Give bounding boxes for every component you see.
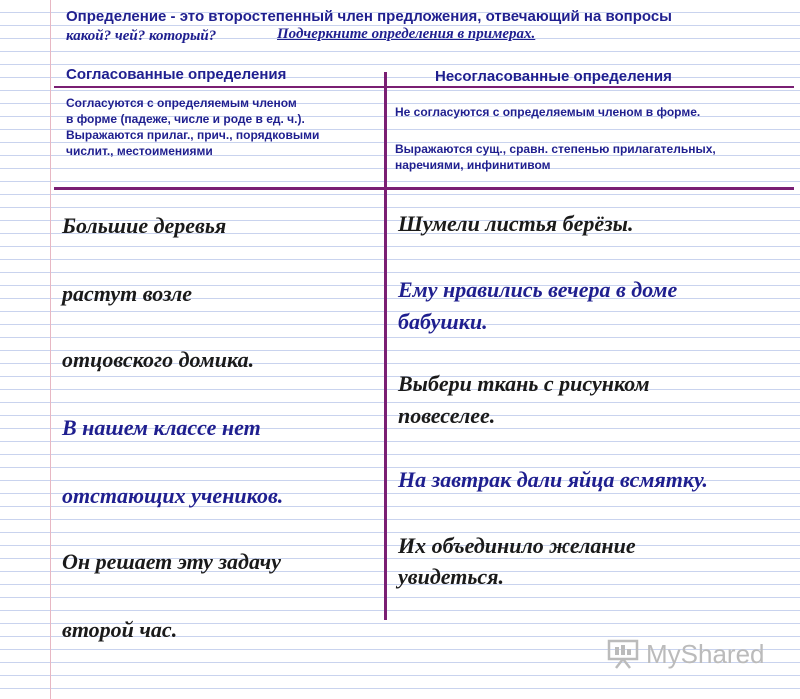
notebook-margin-line bbox=[50, 0, 51, 699]
agreed-description-line: Согласуются с определяемым членом bbox=[66, 96, 297, 110]
example-right-5: Их объединило желание bbox=[398, 533, 636, 558]
agreed-description-line: числит., местоимениями bbox=[66, 144, 213, 158]
example-right-2: Ему нравились вечера в доме bbox=[398, 277, 678, 302]
example-left-2: растут возле bbox=[62, 281, 193, 306]
definition-questions: какой? чей? который? bbox=[66, 28, 217, 44]
example-left-4: В нашем классе нет bbox=[62, 415, 261, 440]
column-title-agreed: Согласованные определения bbox=[66, 66, 287, 83]
unagreed-description-line: Выражаются сущ., сравн. степенью прилагательных, bbox=[395, 142, 716, 156]
example-right-2-cont: бабушки. bbox=[398, 309, 488, 334]
example-right-4: На завтрак дали яйца всмятку. bbox=[398, 467, 708, 492]
example-left-5: отстающих учеников. bbox=[62, 483, 284, 508]
example-left-7: второй час. bbox=[62, 617, 178, 642]
definition-text: Определение - это второстепенный член предложения, отвечающий на вопросы bbox=[66, 8, 672, 25]
task-instruction: Подчеркните определения в примерах. bbox=[277, 26, 536, 42]
agreed-description-line: Выражаются прилаг., прич., порядковыми bbox=[66, 128, 320, 142]
agreed-description-line: в форме (падеже, числе и роде в ед. ч.). bbox=[66, 112, 305, 126]
example-right-1: Шумели листья берёзы. bbox=[398, 211, 634, 236]
column-title-unagreed: Несогласованные определения bbox=[435, 68, 672, 85]
watermark bbox=[606, 638, 765, 670]
unagreed-description bbox=[395, 104, 795, 173]
example-left-3: отцовского домика. bbox=[62, 347, 255, 372]
example-right-3-cont: повеселее. bbox=[398, 403, 496, 428]
example-left-1: Большие деревья bbox=[62, 213, 227, 238]
presentation-board-icon bbox=[606, 638, 640, 670]
unagreed-description-line: наречиями, инфинитивом bbox=[395, 158, 551, 172]
example-left-6: Он решает эту задачу bbox=[62, 549, 281, 574]
agreed-description bbox=[66, 95, 382, 159]
watermark-text: MyShared bbox=[646, 638, 765, 669]
table-column-divider bbox=[384, 72, 387, 620]
unagreed-description-line: Не согласуются с определяемым членом в форме. bbox=[395, 105, 701, 119]
table-top-rule bbox=[54, 86, 794, 88]
example-right-3: Выбери ткань с рисунком bbox=[398, 371, 650, 396]
table-middle-rule bbox=[54, 187, 794, 190]
example-right-5-cont: увидеться. bbox=[398, 564, 504, 589]
